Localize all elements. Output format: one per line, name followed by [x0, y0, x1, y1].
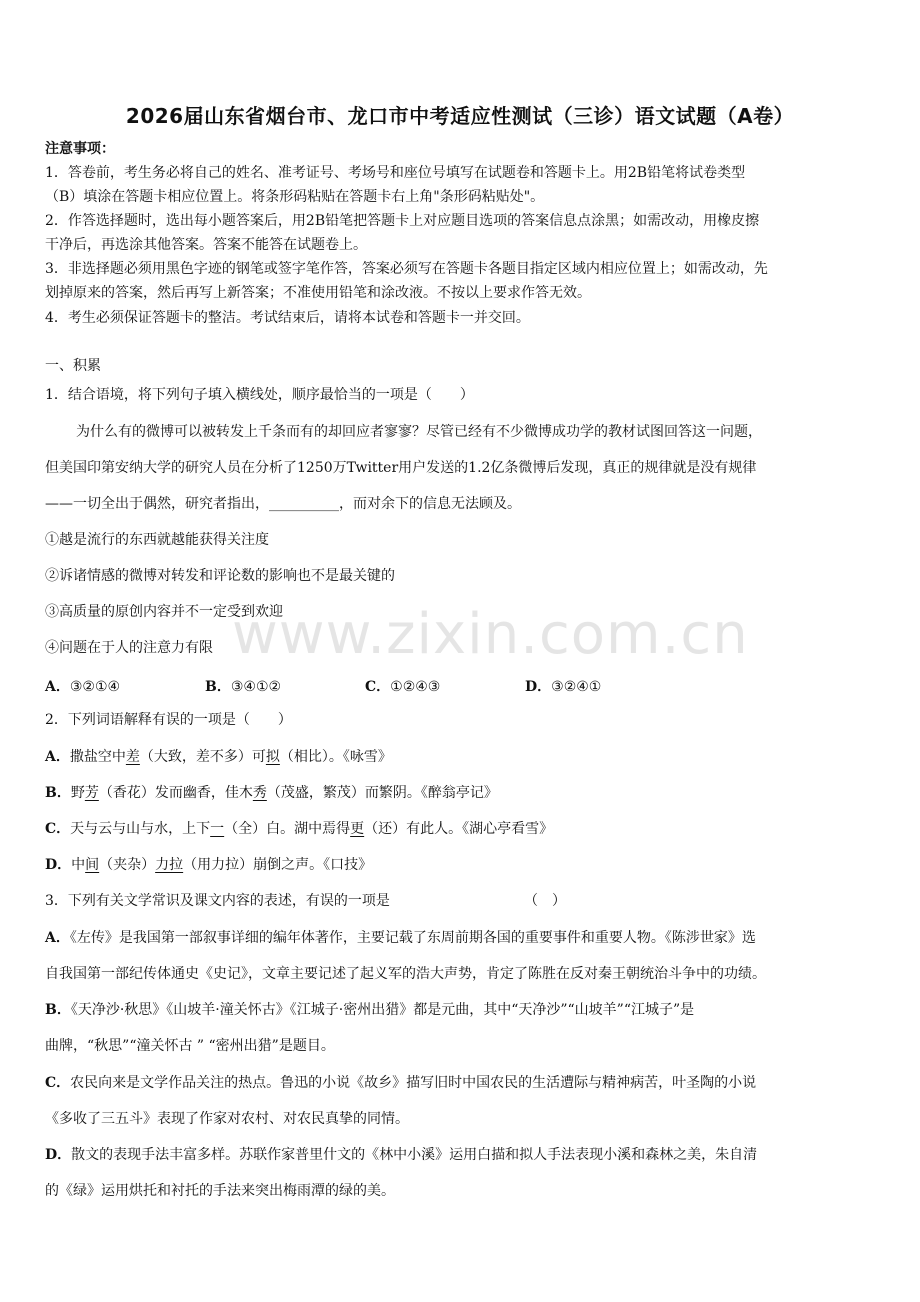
q1-option-a[interactable]: [45, 676, 120, 696]
option-text: 撒盐空中: [69, 749, 126, 765]
underlined-word: 更: [350, 821, 365, 837]
q3-option-b-line-1[interactable]: [45, 1000, 694, 1020]
option-key: C．: [45, 821, 71, 837]
option-key: B．: [205, 679, 231, 695]
note-2-line-1: 2．作答选择题时，选出每小题答案后，用2B铅笔把答题卡上对应题目选项的答案信息点涂黑；如需改动，用橡皮擦: [45, 213, 760, 229]
q1-sentence-4: ④问题在于人的注意力有限: [45, 640, 213, 656]
watermark: www.zixin.com.cn: [232, 602, 749, 667]
option-text: （用力拉）崩倒之声。《口技》: [183, 857, 373, 873]
q3-answer-bracket: （ ）: [524, 893, 566, 909]
option-text: ③②④①: [551, 679, 602, 695]
option-text: 中: [71, 857, 86, 873]
option-text: （夹杂）: [99, 857, 156, 873]
option-key: A．: [45, 679, 70, 695]
option-text: 天与云与山与水，上下: [70, 821, 211, 837]
option-key: A．: [45, 749, 70, 765]
option-text: （大致，差不多）可: [139, 749, 266, 765]
underlined-word: 拟: [265, 749, 280, 765]
q3-option-a-line-1[interactable]: [45, 928, 756, 948]
option-text: （相比）。《咏雪》: [279, 749, 392, 765]
q1-sentence-3: ③高质量的原创内容并不一定受到欢迎: [45, 604, 283, 620]
underlined-word: 差: [125, 749, 140, 765]
section-heading: 一、积累: [45, 358, 101, 374]
q2-option-b[interactable]: [45, 783, 498, 803]
note-2-line-2: 干净后，再选涂其他答案。答案不能答在试题卷上。: [45, 237, 367, 253]
q1-option-c[interactable]: [365, 676, 440, 696]
q1-passage-line-2: 但美国印第安纳大学的研究人员在分析了1250万Twitter用户发送的1.2亿条微博后发现，真正的规律就是没有规律: [45, 460, 757, 476]
q3-option-d-line-2: 的《绿》运用烘托和衬托的手法来突出梅雨潭的绿的美。: [45, 1183, 395, 1199]
option-text: （全）白。湖中焉得: [224, 821, 351, 837]
note-1-line-1: 1．答卷前，考生务必将自己的姓名、准考证号、考场号和座位号填写在试题卷和答题卡上。用2B铅笔将试卷类型: [45, 165, 746, 181]
option-key: C．: [45, 1075, 71, 1091]
option-text: 野: [70, 785, 85, 801]
q1-sentence-2: ②诉诸情感的微博对转发和评论数的影响也不是最关键的: [45, 568, 395, 584]
q1-option-b[interactable]: [205, 676, 281, 696]
q2-stem: 2．下列词语解释有误的一项是（ ）: [45, 712, 292, 728]
q1-passage-line-1: 为什么有的微博可以被转发上千条而有的却回应者寥寥？尽管已经有不少微博成功学的教材试图回答这一问题，: [76, 424, 762, 440]
underlined-word: 间: [85, 857, 100, 873]
page-title: 2026届山东省烟台市、龙口市中考适应性测试（三诊）语文试题（A卷）: [125, 104, 795, 128]
option-key: D．: [45, 857, 72, 873]
q3-option-a-line-2: 自我国第一部纪传体通史《史记》，文章主要记述了起义军的浩大声势，肯定了陈胜在反对秦王朝统治斗争中的功绩。: [45, 966, 766, 982]
underlined-word: 秀: [252, 785, 267, 801]
note-4: 4．考生必须保证答题卡的整洁。考试结束后，请将本试卷和答题卡一并交回。: [45, 310, 530, 326]
option-text: ①②④③: [390, 679, 441, 695]
option-key: D．: [525, 679, 552, 695]
option-key: B．: [45, 785, 71, 801]
note-3-line-1: 3．非选择题必须用黑色字迹的钢笔或签字笔作答，答案必须写在答题卡各题目指定区域内相应位置上；如需改动，先: [45, 261, 768, 277]
option-key: B．: [45, 1002, 71, 1018]
q2-option-c[interactable]: [45, 819, 553, 839]
q3-option-d-line-1[interactable]: [45, 1145, 757, 1165]
q1-option-d[interactable]: [525, 676, 601, 696]
option-text: 《天净沙·秋思》《山坡羊·潼关怀古》《江城子·密州出猎》都是元曲，其中“天净沙”“山坡羊”“江城子”是: [70, 1002, 695, 1018]
q1-passage-line-3: ——一切全出于偶然，研究者指出，__________，而对余下的信息无法顾及。: [45, 496, 521, 512]
option-text: ③②①④: [69, 679, 121, 695]
underlined-word: 一: [210, 821, 225, 837]
q2-option-d[interactable]: [45, 855, 372, 875]
option-text: （香花）发而幽香，佳木: [98, 785, 253, 801]
underlined-word: 芳: [84, 785, 99, 801]
option-text: ③④①②: [230, 679, 282, 695]
option-key: A．: [45, 930, 70, 946]
option-text: （茂盛，繁茂）而繁阴。《醉翁亭记》: [266, 785, 498, 801]
q3-option-b-line-2: 曲牌，“秋思”“潼关怀古 ” “密州出猎”是题目。: [45, 1038, 335, 1054]
option-key: C．: [365, 679, 391, 695]
q3-option-c-line-1[interactable]: [45, 1073, 756, 1093]
q1-stem: 1．结合语境，将下列句子填入横线处，顺序最恰当的一项是（ ）: [45, 387, 474, 403]
option-text: 散文的表现手法丰富多样。苏联作家普里什文的《林中小溪》运用白描和拟人手法表现小溪和森林之美，朱自清: [71, 1147, 758, 1163]
notes-heading: 注意事项：: [45, 141, 115, 157]
option-text: 农民向来是文学作品关注的热点。鲁迅的小说《故乡》描写旧时中国农民的生活遭际与精神病苦，叶圣陶的小说: [70, 1075, 757, 1091]
option-key: D．: [45, 1147, 72, 1163]
q3-option-c-line-2: 《多收了三五斗》表现了作家对农村、对农民真挚的同情。: [45, 1111, 409, 1127]
option-text: （还）有此人。《湖心亭看雪》: [364, 821, 554, 837]
note-3-line-2: 划掉原来的答案，然后再写上新答案；不准使用铅笔和涂改液。不按以上要求作答无效。: [45, 285, 591, 301]
q3-stem: 3．下列有关文学常识及课文内容的表述，有误的一项是: [45, 893, 390, 909]
q2-option-a[interactable]: [45, 747, 392, 767]
q1-sentence-1: ①越是流行的东西就越能获得关注度: [45, 532, 269, 548]
note-1-line-2: （B）填涂在答题卡相应位置上。将条形码粘贴在答题卡右上角"条形码粘贴处"。: [45, 189, 545, 205]
option-text: 《左传》是我国第一部叙事详细的编年体著作，主要记载了东周前期各国的重要事件和重要人物。《陈涉世家》选: [69, 930, 756, 946]
underlined-word: 力拉: [155, 857, 184, 873]
